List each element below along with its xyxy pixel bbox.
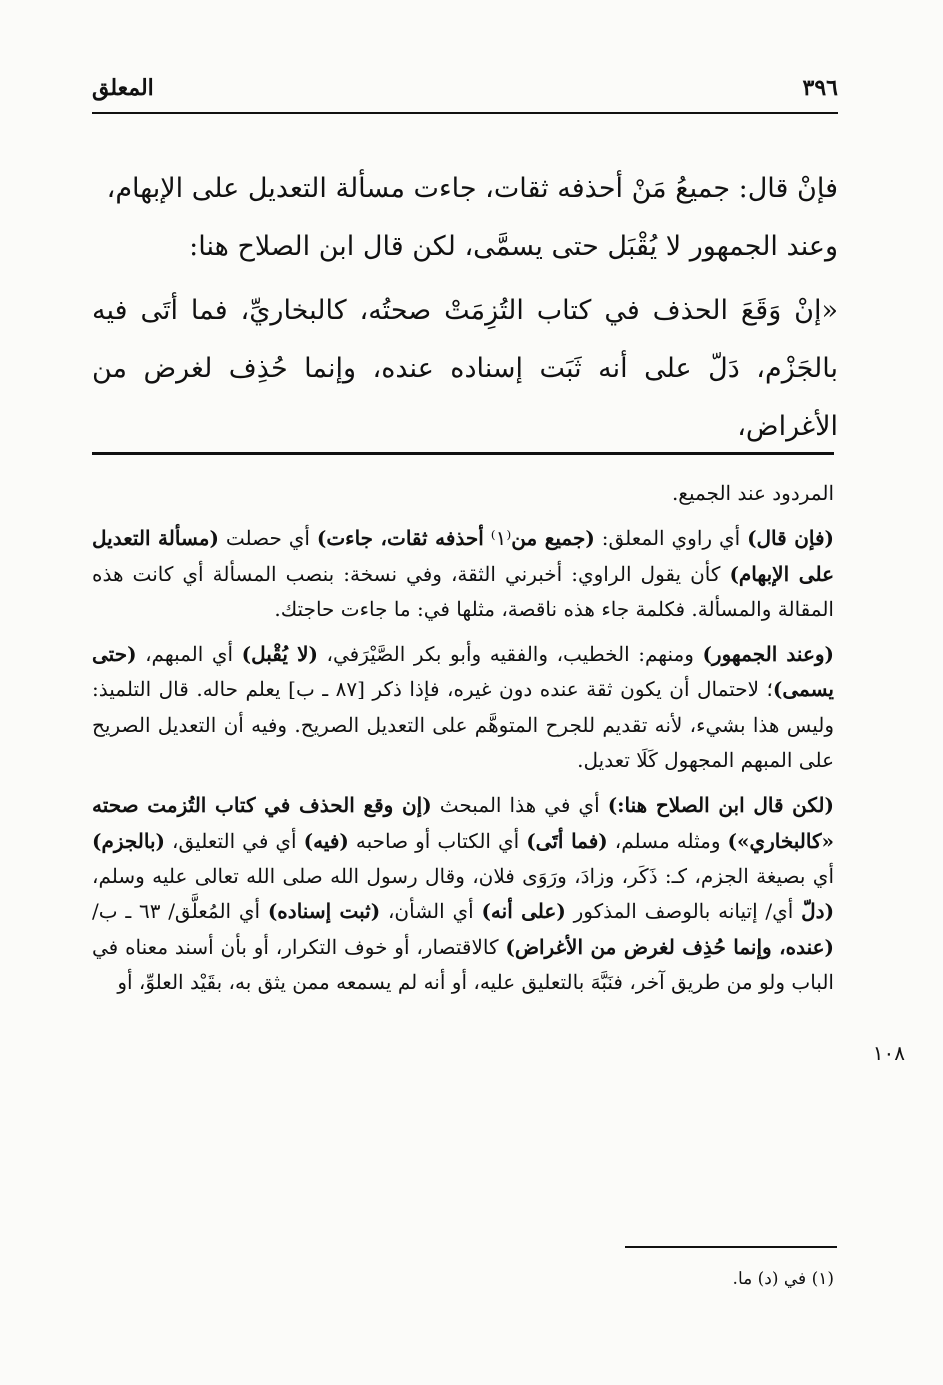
commentary-text: ؛ لاحتمال أن يكون ثقة عنده دون غيره، فإذا ذكر [٨٧ ـ ب] يعلم حاله. قال التلميذ: وليس هذا بشيء، لأنه تقديم للجرح المتوهَّم على التعديل الصريح. وفيه أن التعديل الصريح على المبهم المجهول كَلَا تعديل. (92, 677, 834, 773)
page-number: ٣٩٦ (802, 75, 838, 101)
commentary-text: أي/ إتيانه بالوصف المذكور (565, 899, 802, 924)
margin-folio-number: ١٠٨ (872, 1041, 905, 1065)
commentary-text: أي في التعليق، (165, 828, 304, 853)
commentary-paragraph (92, 788, 834, 1000)
commentary-text: أي في هذا المبحث (431, 793, 608, 818)
section-title: المعلق (92, 75, 154, 101)
commentary-paragraph (92, 637, 834, 778)
commentary-text: أي الشأن، (380, 899, 482, 924)
commentary (92, 476, 834, 1010)
bold-quoted-text: (فإن قال) (747, 526, 835, 551)
bold-quoted-text: (دلّ (801, 899, 835, 924)
commentary-text: ومثله مسلم، (607, 828, 728, 853)
commentary-text: ⁽١⁾ (483, 526, 512, 551)
bold-quoted-text: (حتى يسمى) (92, 642, 834, 702)
bold-quoted-text: (مسألة التعديل على الإبهام) (92, 526, 834, 586)
commentary-text: أي بصيغة الجزم، كـ: ذَكَر، وزادَ، ورَوَى فلان، وقال رسول الله صلى الله تعالى عليه وسلم، (92, 863, 834, 888)
bold-quoted-text: (عنده، وإنما حُذِف لغرض من الأغراض) (505, 934, 834, 959)
bold-quoted-text: (فما أتَى) (526, 828, 608, 853)
footnote: (١) في (د) ما. (732, 1269, 834, 1289)
commentary-paragraph (92, 521, 834, 627)
bold-quoted-text: أحذفه ثقات، جاءت) (316, 526, 484, 551)
commentary-text: أي راوي المعلق: (594, 526, 748, 551)
bold-quoted-text: (إن وقع الحذف في كتاب التُزمت صحته «كالبخاري») (92, 793, 835, 853)
commentary-text: أي الكتاب أو صاحبه (348, 828, 527, 853)
bold-quoted-text: (على أنه) (481, 899, 566, 924)
bold-quoted-text: (وعند الجمهور) (702, 642, 834, 667)
bold-quoted-text: (ثبت إسناده) (267, 899, 381, 924)
bold-quoted-text: (بالجزم) (92, 828, 166, 853)
header-rule (92, 112, 838, 114)
commentary-text: ومنهم: الخطيب، والفقيه وأبو بكر الصَّيْرَفي، (318, 642, 703, 667)
footnote-rule (625, 1246, 837, 1248)
commentary-text: أي المُعلَّق/ ٦٣ ـ ب/ (92, 899, 268, 924)
commentary-text: أي المبهم، (136, 642, 242, 667)
bold-quoted-text: (فيه) (303, 828, 349, 853)
commentary-paragraph: المردود عند الجميع. (671, 481, 834, 505)
main-line: وعند الجمهور لا يُقْبَل حتى يسمَّى، لكن قال ابن الصلاح هنا: (189, 231, 838, 262)
bold-quoted-text: (لا يُقْبل) (241, 642, 318, 667)
bold-quoted-text: (لكن قال ابن الصلاح هنا:) (607, 793, 834, 818)
main-quote: «إنْ وَقَعَ الحذف في كتاب التُزِمَتْ صحتُه، كالبخاريِّ، فما أتَى فيه بالجَزْم، دَلّ على أنه ثَبَت إسناده عنده، وإنما حُذِف لغرض من الأغراض، (92, 295, 838, 442)
main-line: فإنْ قال: جميعُ مَنْ أحذفه ثقات، جاءت مسألة التعديل على الإبهام، (106, 173, 838, 204)
commentary-text: كالاقتصار، أو خوف التكرار، أو بأن أسند معناه في الباب ولو من طريق آخر، فنَبَّهَ بالتعليق عليه، أو أنه لم يسمعه ممن يثق به، بقَيْد العلوِّ، أو (92, 934, 834, 994)
commentary-text: أي حصلت (218, 526, 317, 551)
text-divider (92, 452, 834, 455)
running-head (92, 70, 838, 106)
main-text (92, 160, 838, 456)
commentary-text: كأن يقول الراوي: أخبرني الثقة، وفي نسخة: بنصب المسألة أي كانت هذه المقالة والمسألة. فكلمة جاء هذه ناقصة، مثلها في: ما جاءت حاجتك. (92, 561, 834, 621)
bold-quoted-text: (جميع من (511, 526, 595, 551)
